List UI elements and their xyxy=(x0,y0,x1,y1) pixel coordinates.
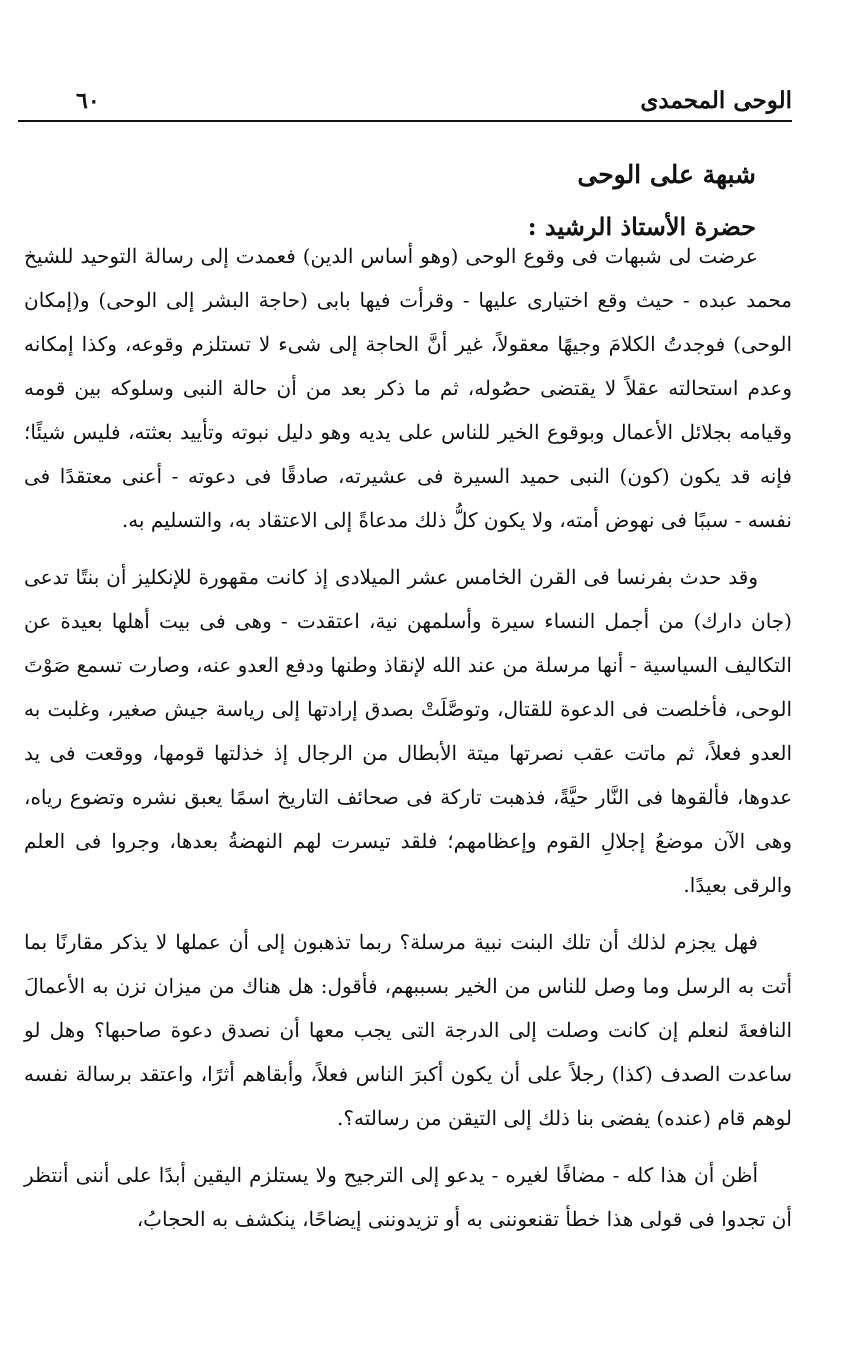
body-text xyxy=(24,234,792,1241)
paragraph-conclusion: أظن أن هذا كله - مضافًا لغيره - يدعو إلى الترجيح ولا يستلزم اليقين أبدًا على أننى أنتظر أن تجدوا فى قولى هذا خطأ تقنعوننى به أو تزيدوننى إيضاحًا، ينكشف به الحجابُ، xyxy=(24,1163,792,1231)
paragraph-question: فهل يجزم لذلك أن تلك البنت نبية مرسلة؟ ربما تذهبون إلى أن عملها لا يذكر مقارنًا بما أتت به الرسل وما وصل للناس من الخير بسببهم، فأقول: هل هناك من ميزان نزن به الأعمالَ النافعةَ لنعلم إن كانت وصلت إلى الدرجة التى يجب معها أن نصدق دعوة صاحبها؟ وهل لو ساعدت الصدف (كذا) رجلاً على أن يكون أكبرَ الناس فعلاً، وأبقاهم أثرًا، واعتقد برسالة نفسه لوهم قام (عنده) يفضى بنا ذلك إلى التيقن من رسالته؟. xyxy=(24,930,792,1130)
running-title: الوحى المحمدى xyxy=(640,87,792,114)
section-heading: شبهة على الوحى xyxy=(577,159,756,189)
paragraph-joan-of-arc: وقد حدث بفرنسا فى القرن الخامس عشر الميلادى إذ كانت مقهورة للإنكليز أن بنتًا تدعى (جان دارك) من أجمل النساء سيرة وأسلمهن نية، اعتقدت - وهى فى بيت أهلها بعيدة عن التكاليف السياسية - أنها مرسلة من عند الله لإنقاذ وطنها ودفع العدو عنه، وصارت تسمع صَوْتَ الوحى، فأخلصت فى الدعوة للقتال، وتوصَّلَتْ بصدق إرادتها إلى رياسة جيش صغير، وغلبت به العدو فعلاً، ثم ماتت عقب نصرتها ميتة الأبطال من الرجال إذ خذلتها قومها، ووقعت فى يد عدوها، فألقوها فى النَّار حيَّةً، فذهبت تاركة فى صحائف التاريخ اسمًا يعبق نشره وتضوع رياه، وهى الآن موضعُ إجلالِ القوم وإعظامهم؛ فلقد تيسرت لهم النهضةُ بعدها، وجروا فى العلم والرقى بعيدًا. xyxy=(24,565,793,897)
paragraph-doubts: عرضت لى شبهات فى وقوع الوحى (وهو أساس الدين) فعمدت إلى رسالة التوحيد للشيخ محمد عبده - حيث وقع اختيارى عليها - وقرأت فيها بابى (حاجة البشر إلى الوحى) و(إمكان الوحى) فوجدتُ الكلامَ وجيهًا معقولاً، غير أنَّ الحاجة إلى شىء لا تستلزم وقوعه، وكذا إمكانه وعدم استحالته عقلاً لا يقتضى حصُوله، ثم ما ذكر بعد من أن حالة النبى وسلوكه بين قومه وقيامه بجلائل الأعمال وبوقوع الخير للناس على يديه وهو دليل نبوته وتأييد بعثته، فليس شيئًا؛ فإنه قد يكون (كون) النبى حميد السيرة فى عشيرته، صادقًا فى دعوته - أعنى معتقدًا فى نفسه - سببًا فى نهوض أمته، ولا يكون كلُّ ذلك مدعاةً إلى الاعتقاد به، والتسليم به. xyxy=(24,244,792,532)
addressee-heading: حضرة الأستاذ الرشيد : xyxy=(527,211,756,241)
page-number: ٦٠ xyxy=(76,88,100,114)
page-header xyxy=(18,78,792,122)
